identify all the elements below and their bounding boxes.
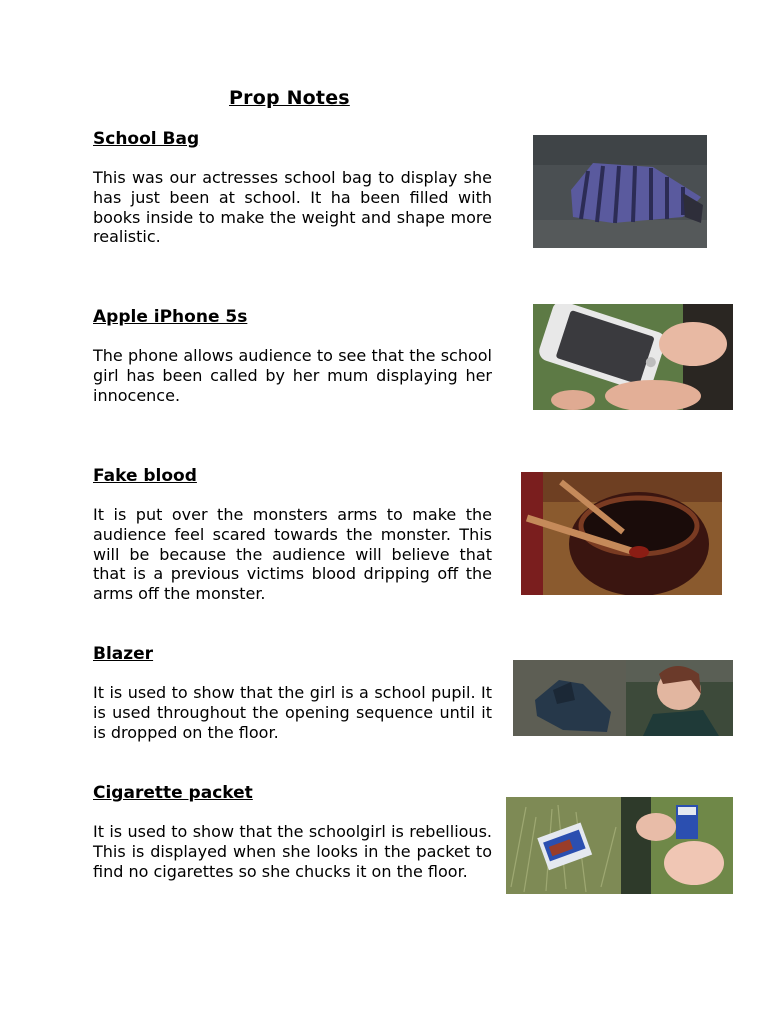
blazer-photo — [513, 660, 733, 736]
prop-section-cigarette-packet — [93, 783, 492, 881]
section-heading: Cigarette packet — [93, 783, 253, 803]
prop-section-school-bag — [93, 129, 492, 247]
prop-section-iphone — [93, 307, 492, 405]
fake-blood-photo — [521, 472, 722, 595]
iphone-photo — [533, 304, 733, 410]
section-text: It is used to show that the girl is a school pupil. It is used throughout the opening sequence until it is dropped on the floor. — [93, 683, 492, 742]
prop-section-fake-blood — [93, 466, 492, 604]
cigarette-packet-photo — [506, 797, 733, 894]
section-heading: Blazer — [93, 644, 154, 664]
school-bag-photo — [533, 135, 707, 248]
section-text: This was our actresses school bag to display she has just been at school. It ha been filled with books inside to make the weight and shape more realistic. — [93, 168, 492, 247]
section-text: It is put over the monsters arms to make the audience feel scared towards the monster. This will be because the audience will believe that that is a previous victims blood dripping off the arms off the monster. — [93, 505, 492, 604]
page-title: Prop Notes — [229, 87, 350, 109]
section-heading: Apple iPhone 5s — [93, 307, 248, 327]
section-text: The phone allows audience to see that the school girl has been called by her mum displaying her innocence. — [93, 346, 492, 405]
section-heading: School Bag — [93, 129, 200, 149]
section-heading: Fake blood — [93, 466, 197, 486]
section-text: It is used to show that the schoolgirl is rebellious. This is displayed when she looks in the packet to find no cigarettes so she chucks it on the floor. — [93, 822, 492, 881]
prop-section-blazer — [93, 644, 492, 742]
